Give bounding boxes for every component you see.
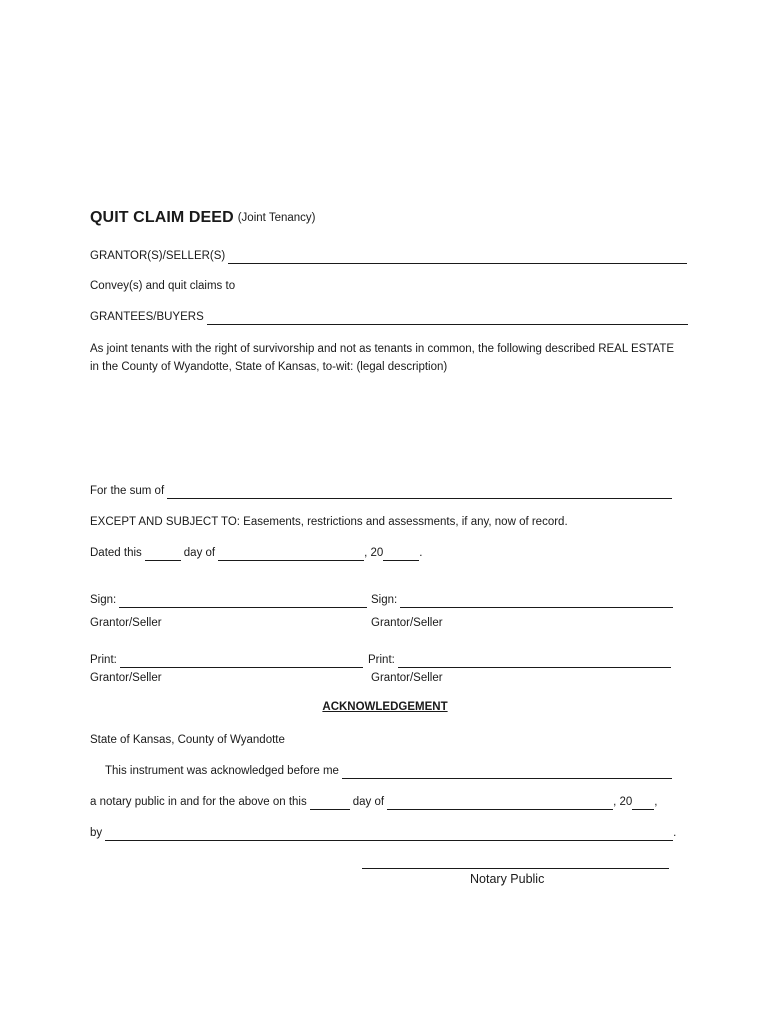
by-suffix: . [673,827,677,839]
dated-year-prefix: , 20 [364,547,384,559]
except-row [90,514,568,530]
grantor-label: GRANTOR(S)/SELLER(S) [90,250,226,262]
dated-period: . [419,547,423,559]
grantees-label: GRANTEES/BUYERS [90,311,204,323]
sign-right-caption: Grantor/Seller [371,617,443,629]
joint-tenants-paragraph: As joint tenants with the right of survivorship and not as tenants in common, the following described REAL ESTATE in the County of Wyandotte, State of Kansas, to-wit: (legal description) [90,343,675,373]
instrument-row [105,763,672,779]
title-subtitle: (Joint Tenancy) [237,212,316,224]
sign-right-row [371,592,673,608]
dated-day-of-label: day of [183,547,216,559]
dated-month-blank[interactable] [218,548,364,561]
notary-day-of-label: day of [352,796,385,808]
instrument-blank[interactable] [342,766,672,779]
state-county: State of Kansas, County of Wyandotte [90,734,285,746]
notary-year-suffix: , [654,796,658,808]
grantor-blank[interactable] [228,251,687,264]
by-label: by [90,827,103,839]
except-text: EXCEPT AND SUBJECT TO: Easements, restrictions and assessments, if any, now of record. [90,516,568,528]
dated-row [90,545,423,561]
document-title [90,210,316,226]
sum-label: For the sum of [90,485,165,497]
print-right-caption: Grantor/Seller [371,672,443,684]
convey-text: Convey(s) and quit claims to [90,280,236,292]
acknowledgement-heading: ACKNOWLEDGEMENT [322,701,448,713]
dated-label: Dated this [90,547,142,559]
title-main: QUIT CLAIM DEED [90,209,234,226]
by-blank[interactable] [105,828,673,841]
notary-day-blank[interactable] [310,797,350,810]
print-left-blank[interactable] [120,655,363,668]
dated-day-blank[interactable] [145,548,181,561]
sign-right-blank[interactable] [400,595,673,608]
by-row [90,825,676,841]
notary-public-label: Notary Public [470,872,545,886]
sign-left-caption: Grantor/Seller [90,617,162,629]
notary-text: a notary public in and for the above on this [90,796,307,808]
sign-right-label: Sign: [371,594,398,606]
grantees-row [90,309,688,325]
sign-left-blank[interactable] [119,595,367,608]
sign-left-label: Sign: [90,594,117,606]
print-left-row [90,652,363,668]
sum-row [90,483,672,499]
grantor-row [90,248,687,264]
print-left-label: Print: [90,654,117,666]
dated-year-blank[interactable] [383,548,419,561]
convey-row [90,278,235,294]
print-right-row [368,652,671,668]
notary-year-prefix: , 20 [613,796,633,808]
notary-date-row [90,794,657,810]
print-right-label: Print: [368,654,395,666]
notary-month-blank[interactable] [387,797,613,810]
sign-left-row [90,592,367,608]
grantees-blank[interactable] [207,312,688,325]
print-left-caption: Grantor/Seller [90,672,162,684]
sum-blank[interactable] [167,486,672,499]
notary-year-blank[interactable] [632,797,654,810]
notary-signature-line[interactable] [362,868,669,869]
print-right-blank[interactable] [398,655,671,668]
instrument-text: This instrument was acknowledged before me [105,765,339,777]
